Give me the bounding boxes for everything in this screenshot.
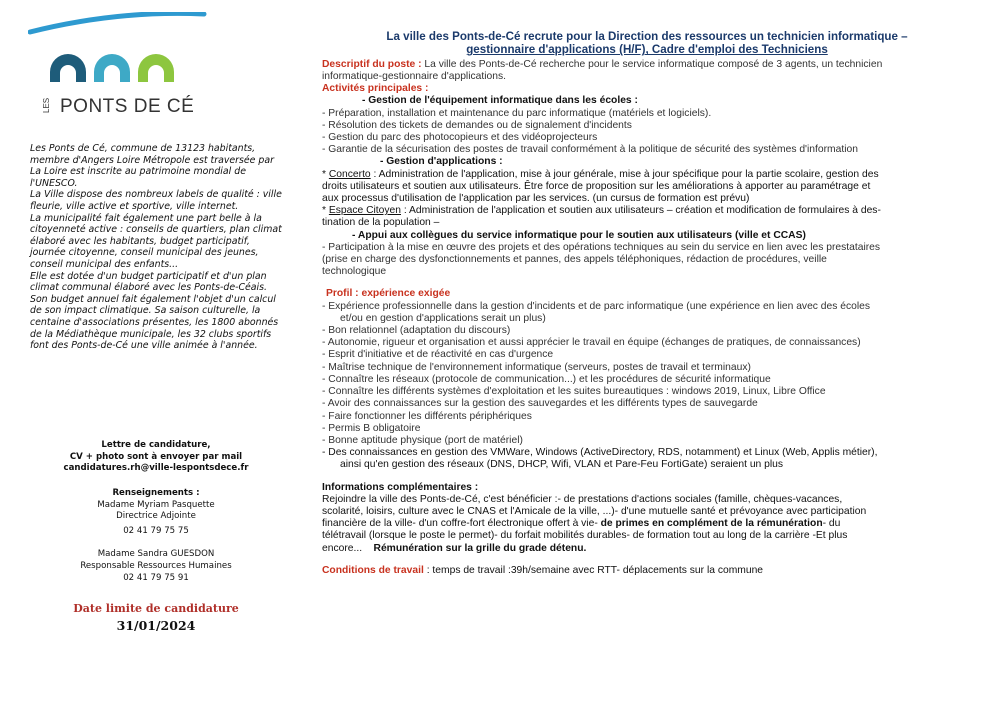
- list-item: - Connaître les réseaux (protocole de communication...) et les procédures de sécurité informatique: [322, 373, 771, 385]
- conditions: [322, 565, 972, 577]
- contact-name: Madame Sandra GUESDON: [97, 549, 215, 560]
- infos-emphasis: Rémunération sur la grille du grade détenu.: [373, 542, 587, 554]
- intro-paragraph: Elle est dotée d'un budget participatif et d'un plan climat communal élaboré avec les Ponts-de-Céais. Son budget annuel fait également l'objet d'un calcul de son impact climatique. Sa saison culturelle, la centaine d'associations présentes, les 1800 abonnés de la Médiathèque municipale, les 32 clubs sportifs font des Ponts-de-Cé une ville animée à l'année.: [30, 270, 279, 352]
- list-item: - Préparation, installation et maintenance du parc informatique (matériels et logiciels).: [322, 107, 712, 119]
- concerto-label: Concerto: [328, 168, 371, 180]
- contact-name: Madame Myriam Pasquette: [97, 499, 215, 510]
- list-item: - Autonomie, rigueur et organisation et aussi apprécier le travail en équipe (échanges de pratiques, de connaissances): [322, 337, 861, 349]
- infos-label: Informations complémentaires :: [322, 481, 479, 493]
- infos-text-part: - du: [822, 518, 841, 530]
- concerto-text: : Administration de l'application, mise à jour générale, mise à jour spécifique pour la partie scolaire, gestion des: [370, 168, 879, 180]
- apply-line: Lettre de candidature,: [101, 440, 211, 450]
- descriptif-text: La ville des Ponts-de-Cé recherche pour le service informatique composé de 3 agents, un technicien: [421, 58, 883, 70]
- contacts-heading: Renseignements :: [112, 488, 200, 498]
- title-line: gestionnaire d'applications (H/F), Cadre d'emploi des Techniciens: [466, 43, 828, 57]
- list-item-bold: - Des connaissances en gestion des VMWare, Windows (ActiveDirectory, RDS, notamment) et Linux (Web, Applis métier),: [322, 447, 878, 459]
- application-instructions: [30, 440, 282, 475]
- activites-sub: - Gestion de l'équipement informatique dans les écoles :: [362, 95, 638, 107]
- descriptif-label: Descriptif du poste :: [322, 58, 422, 70]
- logo-arch-1: [50, 54, 86, 82]
- page-title: [322, 30, 972, 57]
- deadline-label: Date limite de candidature: [73, 602, 239, 615]
- list-item: - Bon relationnel (adaptation du discours): [322, 325, 511, 337]
- concerto-line: * Concerto : Administration de l'application, mise à jour générale, mise à jour spécifique pour la partie scolaire, gestion des: [322, 168, 879, 180]
- list-item: (prise en charge des dysfonctionnements et pannes, des appels téléphoniques, rédaction de procédures, veille: [322, 254, 827, 266]
- activites-sub: - Gestion d'applications :: [380, 156, 503, 168]
- infos-text: [322, 543, 972, 555]
- list-item: - Faire fonctionner les différents périphériques: [322, 410, 532, 422]
- city-logo: [28, 12, 208, 117]
- infos-emphasis: de primes en complément de la rémunération: [600, 518, 823, 530]
- deadline-block: [30, 602, 282, 633]
- infos-text: [322, 518, 972, 530]
- citoyen-text: : Administration de l'application et soutien aux utilisateurs – création et modification de formulaires à des-: [401, 205, 881, 217]
- intro-paragraph: La Ville dispose des nombreux labels de qualité : ville fleurie, ville active et sportive, ville internet.: [30, 189, 282, 212]
- citoyen-text: tination de la population –: [322, 217, 440, 229]
- list-item: technologique: [322, 266, 387, 278]
- contact-phone: 02 41 79 75 91: [123, 572, 189, 583]
- logo-text: PONTS DE CÉ: [60, 96, 195, 117]
- list-item: - Permis B obligatoire: [322, 422, 421, 434]
- concerto-text: droits utilisateurs et soutien aux utilisateurs. Être force de proposition sur les améliorations à apporter au paramétrage et: [322, 180, 871, 192]
- intro-paragraph: Les Ponts de Cé, commune de 13123 habitants, membre d'Angers Loire Métropole est traversée par La Loire est inscrite au patrimoine mondial de l'UNESCO.: [30, 143, 274, 189]
- list-item: - Connaître les différents systèmes d'exploitation et les suites bureautiques : windows 2019, Linux, Libre Office: [322, 386, 826, 398]
- list-item: - Résolution des tickets de demandes ou de signalement d'incidents: [322, 119, 632, 131]
- list-item-bold: ainsi qu'en gestion des réseaux (DNS, DHCP, Wifi, VLAN et Pare-Feu FortiGate) seraient un plus: [340, 459, 784, 471]
- logo-arch-2: [94, 54, 130, 82]
- citoyen-label: Espace Citoyen: [328, 205, 401, 217]
- conditions-text: : temps de travail :39h/semaine avec RTT- déplacements sur la commune: [423, 564, 764, 576]
- citoyen-line: * Espace Citoyen : Administration de l'application et soutien aux utilisateurs – création et modification de formulaires à des-: [322, 205, 881, 217]
- concerto-text: aux processus d'utilisation de l'application par les services. (un cursus de formation est prévu): [322, 193, 750, 205]
- logo-arch-3: [138, 54, 174, 82]
- list-item: - Garantie de la sécurisation des postes de travail conformément à la politique de sécurité des systèmes d'information: [322, 144, 858, 156]
- infos-text: télétravail (lorsque le poste le permet)- du forfait mobilités durables- de formation tout au long de la carrière -Et plus: [322, 530, 848, 542]
- conditions-label: Conditions de travail: [322, 564, 424, 576]
- contact-role: Responsable Ressources Humaines: [80, 560, 232, 571]
- deadline-date: 31/01/2024: [116, 618, 196, 633]
- infos-text: scolarité, loisirs, culture avec le CNAS et l'Amicale de la ville, ...)- d'une mutuelle santé et prévoyance avec participation: [322, 505, 867, 517]
- logo-swoosh: [30, 13, 204, 32]
- activites-sub: - Appui aux collègues du service informatique pour le soutien aux utilisateurs (ville et CCAS): [352, 229, 806, 241]
- list-item: - Gestion du parc des photocopieurs et des vidéoprojecteurs: [322, 132, 598, 144]
- descriptif: [322, 59, 972, 71]
- city-presentation: [30, 143, 282, 352]
- activites-label: Activités principales :: [322, 83, 429, 95]
- infos-text: Rejoindre la ville des Ponts-de-Cé, c'est bénéficier :- de prestations d'actions sociales (famille, chèques-vacances,: [322, 493, 843, 505]
- infos-text-part: financière de la ville- d'un coffre-fort électronique offert à vie-: [322, 518, 601, 530]
- descriptif-text: informatique-gestionnaire d'applications.: [322, 71, 506, 83]
- list-item: - Maîtrise technique de l'environnement informatique (serveurs, postes de travail et terminaux): [322, 361, 751, 373]
- intro-paragraph: La municipalité fait également une part belle à la citoyenneté active : conseils de quartiers, plan climat élaboré avec les habitants, budget participatif, journée citoyenne, conseil municipal des jeunes, conseil municipal des enfants...: [30, 212, 282, 270]
- list-item: et/ou en gestion d'applications serait un plus): [340, 312, 546, 324]
- logo-vertical-text: LES: [42, 97, 51, 113]
- list-item: - Avoir des connaissances sur la gestion des sauvegardes et les différents types de sauvegarde: [322, 398, 758, 410]
- contact-role: Directrice Adjointe: [116, 511, 196, 522]
- contacts-block: [30, 488, 282, 584]
- apply-email[interactable]: candidatures.rh@ville-lespontsdece.fr: [63, 463, 249, 473]
- infos-text-part: encore...: [322, 542, 374, 554]
- profil-label: Profil : expérience exigée: [326, 288, 451, 300]
- title-line: La ville des Ponts-de-Cé recrute pour la Direction des ressources un technicien informatique –: [386, 30, 908, 43]
- list-item: - Esprit d'initiative et de réactivité en cas d'urgence: [322, 349, 554, 361]
- list-item: - Bonne aptitude physique (port de matériel): [322, 434, 523, 446]
- list-item: - Expérience professionnelle dans la gestion d'incidents et de parc informatique (une expérience en lien avec des écoles: [322, 300, 871, 312]
- apply-line: CV + photo sont à envoyer par mail: [69, 451, 243, 462]
- job-offer: [322, 30, 972, 577]
- contact-phone: 02 41 79 75 75: [123, 525, 189, 536]
- list-item: - Participation à la mise en œuvre des projets et des opérations techniques au sein du service en lien avec les prestataires: [322, 241, 881, 253]
